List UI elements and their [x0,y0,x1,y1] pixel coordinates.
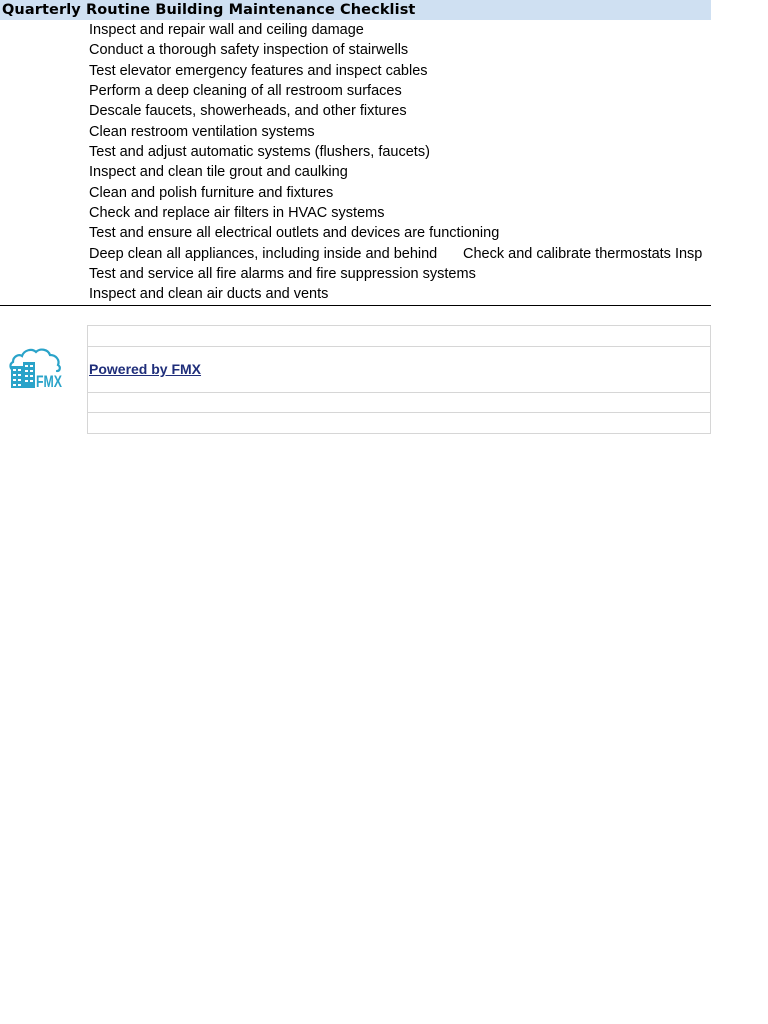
task-text: Descale faucets, showerheads, and other fixtures [89,103,407,120]
task-text: Inspect and clean tile grout and caulking [89,164,348,181]
task-row [0,162,711,182]
task-text: Deep clean all appliances, including inside and behind [89,245,438,262]
task-row [0,122,711,142]
task-text: Test and adjust automatic systems (flushers, faucets) [89,144,430,161]
task-text: Clean and polish furniture and fixtures [89,184,334,201]
task-row [0,203,711,223]
grid-row [88,347,710,393]
task-row [0,244,711,264]
grid-row [88,326,710,347]
task-text: Perform a deep cleaning of all restroom surfaces [89,83,402,100]
task-row [0,81,711,101]
task-row [0,20,711,40]
footer-grid [87,325,711,434]
powered-by-fmx-link[interactable]: Powered by FMX [89,361,202,377]
task-row [0,284,711,304]
task-text: Test elevator emergency features and inspect cables [89,62,428,79]
sheet-title: Quarterly Routine Building Maintenance Checklist [2,2,416,18]
task-row [0,101,711,121]
task-row [0,264,711,284]
task-text: Inspect and repair wall and ceiling damage [89,22,364,38]
task-row [0,40,711,60]
task-row [0,61,711,81]
task-row [0,142,711,162]
task-row [0,183,711,203]
grid-row [88,393,710,413]
task-row [0,223,711,243]
title-bar [0,0,711,20]
task-text: Test and ensure all electrical outlets and devices are functioning [89,225,500,242]
grid-row [88,413,710,434]
task-text: Check and replace air filters in HVAC systems [89,205,385,222]
fmx-logo-icon [8,346,64,392]
task-overflow-text: Check and calibrate thermostats Insp [463,245,703,262]
task-text: Test and service all fire alarms and fire suppression systems [89,266,476,283]
task-text: Clean restroom ventilation systems [89,123,315,140]
svg-text:FMX: FMX [36,372,63,391]
task-list [0,20,711,306]
task-text: Inspect and clean air ducts and vents [89,286,329,303]
task-text: Conduct a thorough safety inspection of stairwells [89,42,409,59]
